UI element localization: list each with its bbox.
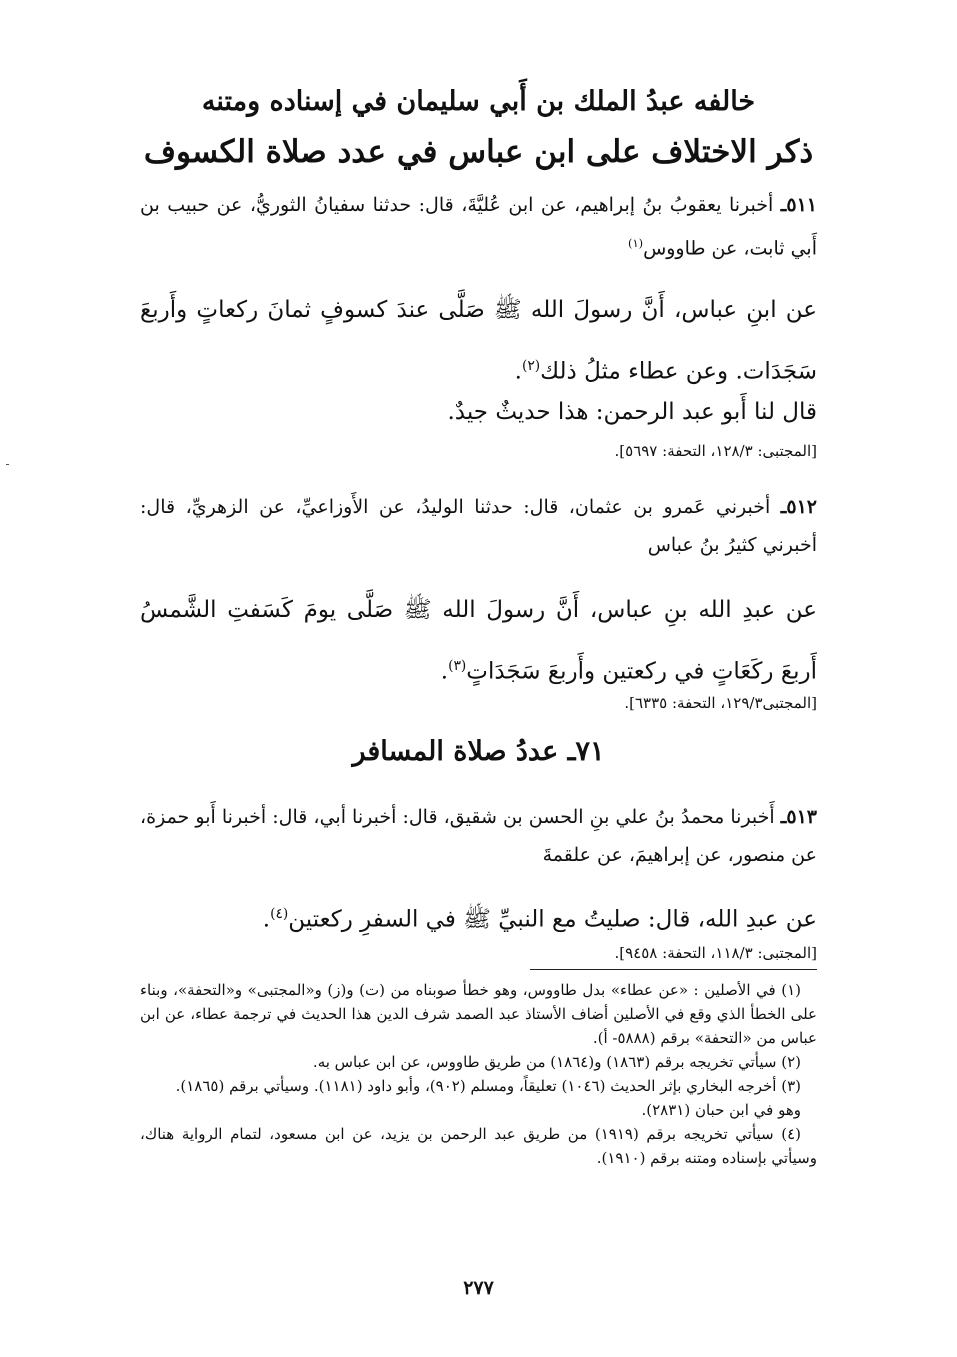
hadith-513-reference: [المجتبى: ١١٨/٣، التحفة: ٩٤٥٨]. <box>614 944 817 962</box>
footnote-marker: (٣) <box>448 658 467 674</box>
chapter-line: خالفه عبدُ الملك بن أَبي سليمان في إسناده ومتنه <box>201 86 756 117</box>
matn-end: . <box>262 906 271 933</box>
matn-text: عن عبدِ الله بنِ عباس، أَنَّ رسولَ الله ﷺ صَلَّى يومَ كَسَفتِ الشَّمسُ أَربعَ ركَعَاتٍ في ركعتين وأَربعَ سَجَدَاتٍ <box>140 597 817 685</box>
hadith-512-isnad <box>140 488 817 564</box>
hadith-512-reference: [المجتبى١٢٩/٣، التحفة: ٦٣٣٥]. <box>624 694 817 712</box>
footnote-2: (٢) سيأتي تخريجه برقم (١٨٦٣) و(١٨٦٤) من طريق طاووس، عن ابن عباس به. <box>312 1053 801 1071</box>
hadith-512-matn <box>140 582 817 700</box>
matn-text: عن عبدِ الله، قال: صليتُ مع النبيِّ ﷺ في السفرِ ركعتين <box>288 906 817 933</box>
hadith-511-reference: [المجتبى: ١٢٨/٣، التحفة: ٥٦٩٧]. <box>614 442 817 460</box>
isnad-text: أخبرنا يعقوبُ بنُ إبراهيم، عن ابن عُليَّةَ، قال: حدثنا سفيانُ الثوريُّ، عن حبيب بن أَبي ثابت، عن طاووس <box>140 194 817 260</box>
footnotes <box>140 978 817 1170</box>
hadith-number: ٥١٢ـ <box>780 496 817 518</box>
footnote-3: (٣) أخرجه البخاري بإثر الحديث (١٠٤٦) تعليقاً، ومسلم (٩٠٢)، وأبو داود (١١٨١). وسيأتي برقم (١٨٦٥). <box>175 1077 801 1095</box>
footnote-marker: (٢) <box>521 358 541 374</box>
margin-mark <box>6 464 9 465</box>
matn-text: عن ابنِ عباس، أَنَّ رسولَ الله ﷺ صَلَّى عندَ كسوفٍ ثمانَ ركعاتٍ وأَربعَ سَجَدَات. وعن عطاء مثلُ ذلك <box>140 297 817 385</box>
footnote-4: (٤) سيأتي تخريجه برقم (١٩١٩) من طريق عبد الرحمن بن يزيد، عن ابن مسعود، لتمام الرواية هناك، وسيأتي بإسناده ومتنه برقم (١٩١٠). <box>140 1125 817 1167</box>
page-number: ٢٧٧ <box>463 1277 494 1299</box>
footnote-marker: (١) <box>628 236 644 250</box>
footnote-separator <box>530 969 817 970</box>
hadith-513-matn <box>140 886 817 948</box>
hadith-511-comment: قال لنا أَبو عبد الرحمن: هذا حديثٌ جيدٌ. <box>447 399 817 425</box>
matn-end: . <box>440 658 449 685</box>
footnote-marker: (٤) <box>270 906 289 922</box>
section-title: ذكر الاختلاف على ابن عباس في عدد صلاة الكسوف <box>143 134 814 170</box>
hadith-511-matn <box>140 282 817 400</box>
footnote-3-continued: وهو في ابن حبان (٢٨٣١). <box>641 1101 801 1119</box>
matn-end: . <box>514 358 522 385</box>
isnad-text: أَخبرنا محمدُ بنُ علي بنِ الحسن بن شقيق، قال: أخبرنا أبي، قال: أخبرنا أَبو حمزة، عن منصور، عن إبراهيمَ، عن علقمةَ <box>140 806 817 866</box>
hadith-513-isnad <box>140 798 817 874</box>
isnad-text: أخبرني عَمرو بن عثمان، قال: حدثنا الوليدُ، عن الأَوزاعيِّ، عن الزهريِّ، قال: أخبرني كثيرُ بنُ عباس <box>140 496 817 556</box>
hadith-number: ٥١١ـ <box>780 194 817 216</box>
footnote-1: (١) في الأصلين : «عن عطاء» بدل طاووس، وهو خطأ صوبناه من (ت) و(ز) و«المجتبى» و«التحفة»، وبناء على الخطأ الذي وقع في الأصلين أضاف الأستاذ عبد الصمد شرف الدين هذا الحديث في ترجمة عطاء، عن ابن عباس من «التحفة» برقم (٥٨٨٨- أ). <box>140 981 817 1047</box>
chapter-heading: ٧١ـ عددُ صلاة المسافر <box>352 736 605 767</box>
hadith-511-isnad <box>140 186 817 267</box>
hadith-number: ٥١٣ـ <box>780 806 817 828</box>
